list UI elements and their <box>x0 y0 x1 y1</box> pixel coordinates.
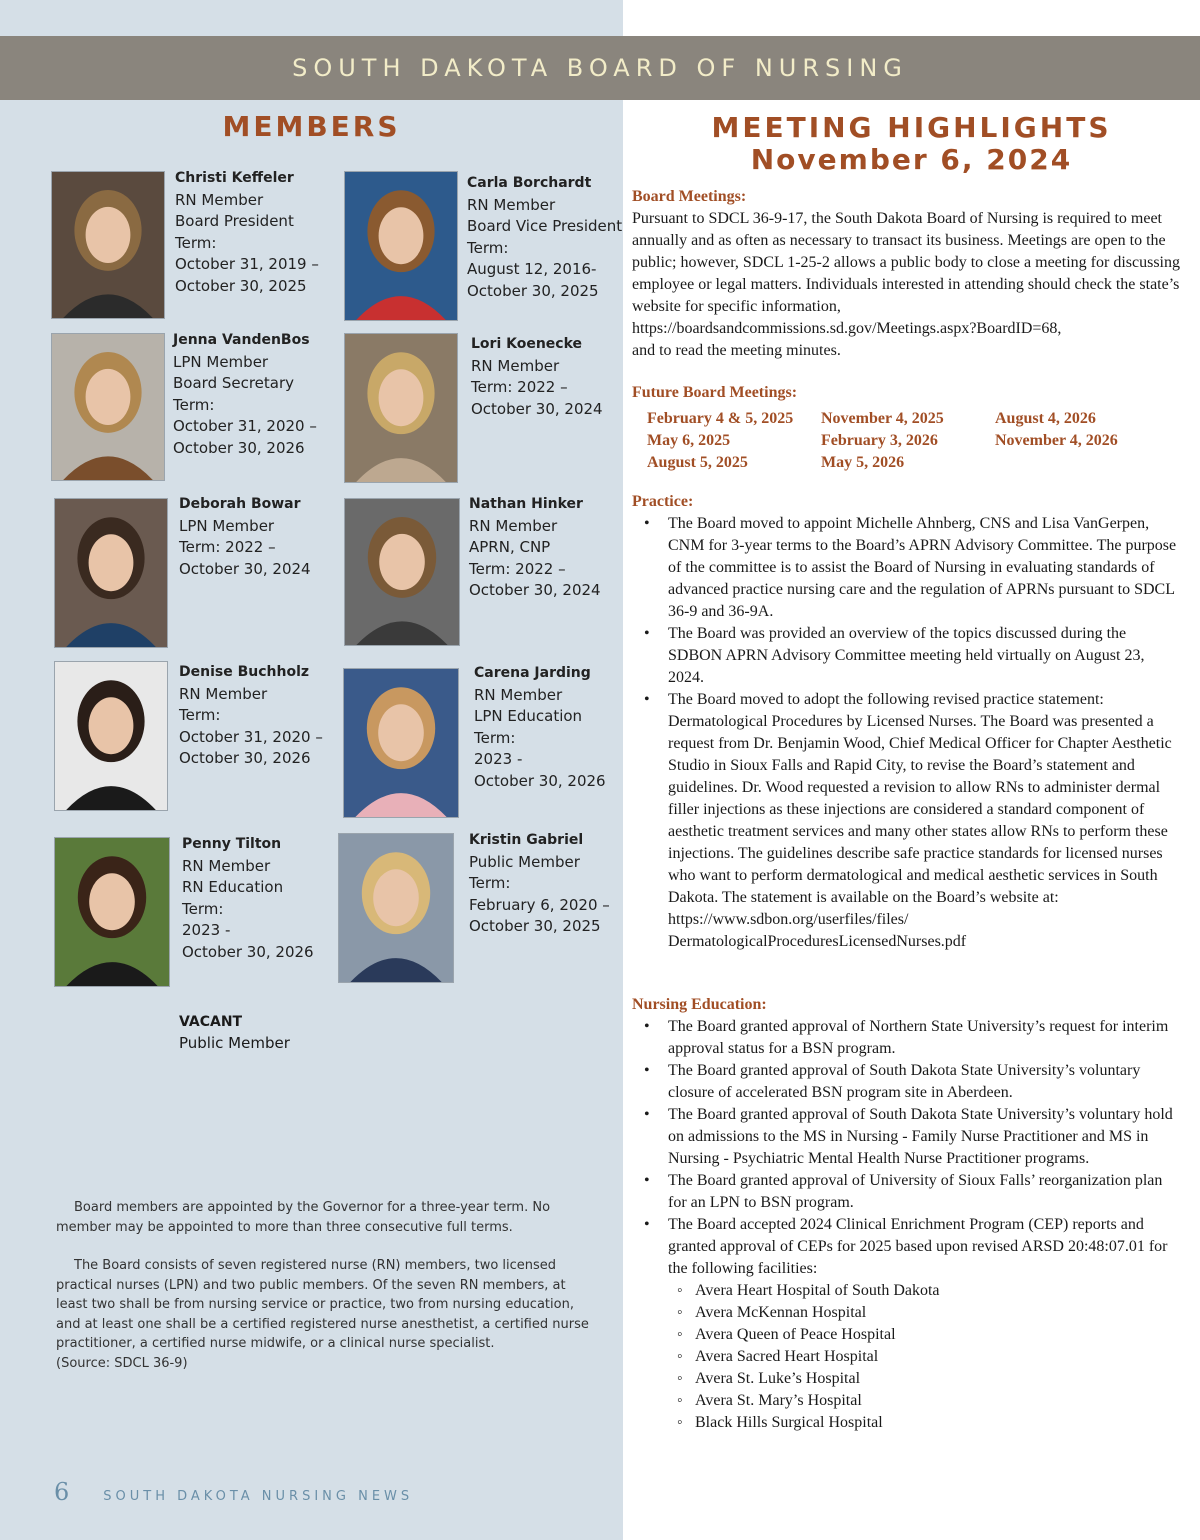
appointment-note <box>56 1198 596 1237</box>
member-detail: October 30, 2024 <box>471 399 603 418</box>
member-detail: August 12, 2016- <box>467 260 597 278</box>
list-item: • The Board granted approval of South Dakota State University’s voluntary hold on admissions to the MS in Nursing - Family Nurse Practitioner and MS in Nursing - Psychiatric Mental Health Nurse Practitioner programs. <box>668 1104 1180 1170</box>
member-detail: October 30, 2024 <box>179 559 311 578</box>
practice-heading: Practice: <box>632 493 694 510</box>
member-photo <box>54 498 168 648</box>
member-name: Christi Keffeler <box>175 170 294 186</box>
member-info <box>173 330 317 459</box>
member-info <box>179 494 311 580</box>
banner-title: SOUTH DAKOTA BOARD OF NURSING <box>292 54 908 82</box>
member-info <box>467 173 622 302</box>
education-list <box>632 1016 1180 1434</box>
member-info <box>474 663 606 792</box>
list-item: • The Board was provided an overview of the topics discussed during the SDBON APRN Advisory Committee meeting held virtually on August 23, 2024. <box>668 623 1180 689</box>
member-info <box>469 494 601 602</box>
list-item-text: The Board accepted 2024 Clinical Enrichment Program (CEP) reports and granted approval of CEPs for 2025 based upon revised ARSD 20:48:07.01 for the following facilities: <box>668 1216 1168 1277</box>
list-item <box>668 1214 1180 1434</box>
member-detail: 2023 - <box>474 750 523 768</box>
board-meetings-section <box>632 186 1180 362</box>
member-detail: October 30, 2025 <box>175 276 307 295</box>
list-item: • The Board moved to appoint Michelle Ahnberg, CNS and Lisa VanGerpen, CNM for 3-year terms to the Board’s APRN Advisory Committee. The purpose of the committee is to assist the Board of Nursing in evaluating standards of advanced practice nursing care and the regulation of APRNs pursuant to SDCL 36-9 and 36-9A. <box>668 513 1180 623</box>
future-meetings-dates <box>632 408 1180 474</box>
member-detail: Term: <box>467 238 509 257</box>
member-detail: Public Member <box>469 852 580 871</box>
member-info <box>179 662 323 770</box>
member-name: Deborah Bowar <box>179 496 301 512</box>
page-number: 6 <box>54 1478 70 1506</box>
meeting-date: August 5, 2025 <box>647 454 748 471</box>
meeting-date: February 3, 2026 <box>821 432 938 449</box>
member-name: Kristin Gabriel <box>469 832 584 848</box>
member-detail: October 30, 2026 <box>179 749 311 767</box>
member-name: Jenna VandenBos <box>173 332 310 348</box>
member-photo <box>54 661 168 811</box>
member-detail: February 6, 2020 – <box>469 895 610 914</box>
practice-list <box>632 513 1180 953</box>
member-detail: Term: <box>469 874 511 892</box>
member-detail: October 31, 2019 – <box>175 255 319 273</box>
facility-item: ◦ Avera Sacred Heart Hospital <box>695 1346 1180 1368</box>
member-detail: RN Member <box>182 856 271 875</box>
member-info <box>471 334 603 420</box>
member-photo <box>344 333 458 483</box>
vacant-member <box>179 1012 290 1054</box>
member-name: Nathan Hinker <box>469 496 583 512</box>
meeting-date: May 6, 2025 <box>647 432 731 449</box>
member-photo <box>51 333 165 481</box>
member-detail: APRN, CNP <box>469 538 551 556</box>
member-name: Carla Borchardt <box>467 175 592 191</box>
practice-section <box>632 491 1180 953</box>
future-meetings-section <box>632 382 1180 474</box>
list-item: • The Board moved to adopt the following revised practice statement: Dermatological Procedures by Licensed Nurses. The Board was presented a request from Dr. Benjamin Wood, Chief Medical Officer for Chapter Aesthetic Studio in Sioux Falls and Rapid City, to revise the Board’s statement and guidelines. Dr. Wood requested a revision to allow RNs to administer dermal filler injections as these injections are considered a standard component of aesthetic treatment services and many other states allow RNs to perform these injections. The guidelines describe safe practice standards for licensed nurses who want to perform dermatological and medical aesthetic services in South Dakota. The statement is available on the Board’s website at: https://www.sdbon.org/userfiles/files/ DermatologicalProceduresLicensedNurses.pdf <box>668 689 1180 953</box>
member-detail: Term: 2022 – <box>471 378 568 396</box>
vacant-label: VACANT <box>179 1014 243 1030</box>
member-detail: Term: 2022 – <box>179 538 276 556</box>
facilities-list <box>668 1280 1180 1434</box>
member-detail: Term: <box>179 706 221 724</box>
composition-note-text: The Board consists of seven registered nurse (RN) members, two licensed practical nurses (LPN) and two public members. Of the seven RN members, at least two shall be from nursing service or practice, two from nursing education, and at least one shall be a certified registered nurse anesthetist, a certified nurse practitioner, a certified nurse midwife, or a clinical nurse specialist. <box>56 1258 589 1351</box>
meeting-date: August 4, 2026 <box>995 410 1096 427</box>
member-detail: October 30, 2026 <box>474 771 606 790</box>
member-detail: RN Member <box>469 516 558 535</box>
member-detail: RN Member <box>474 685 563 704</box>
board-meetings-text-2: and to read the meeting minutes. <box>632 342 841 359</box>
member-detail: October 30, 2026 <box>182 942 314 961</box>
education-heading: Nursing Education: <box>632 996 767 1013</box>
member-name: Denise Buchholz <box>179 664 310 680</box>
members-title: MEMBERS <box>222 110 401 143</box>
member-detail: Board Vice President <box>467 217 623 235</box>
future-meetings-heading: Future Board Meetings: <box>632 384 798 401</box>
facility-item: ◦ Black Hills Surgical Hospital <box>695 1412 1180 1434</box>
composition-note <box>56 1256 596 1373</box>
facility-item: ◦ Avera St. Mary’s Hospital <box>695 1390 1180 1412</box>
highlights-title-block <box>623 112 1200 176</box>
meeting-date: November 4, 2025 <box>821 410 944 427</box>
appointment-note-text: Board members are appointed by the Governor for a three-year term. No member may be appointed to more than three consecutive full terms. <box>56 1200 551 1235</box>
facility-item: ◦ Avera Queen of Peace Hospital <box>695 1324 1180 1346</box>
vacant-role: Public Member <box>179 1034 290 1052</box>
member-detail: Term: <box>175 233 217 252</box>
meeting-date: November 4, 2026 <box>995 432 1118 449</box>
member-photo <box>344 498 460 646</box>
member-detail: October 30, 2024 <box>469 581 601 599</box>
member-name: Lori Koenecke <box>471 336 583 352</box>
member-photo <box>344 171 458 321</box>
member-detail: October 30, 2025 <box>467 281 599 300</box>
member-info <box>175 168 319 297</box>
member-photo <box>51 171 165 319</box>
member-photo <box>343 668 459 818</box>
member-detail: Board Secretary <box>173 374 295 392</box>
member-detail: RN Member <box>175 190 264 209</box>
member-detail: LPN Education <box>474 707 583 725</box>
page-footer <box>54 1478 413 1506</box>
facility-item: ◦ Avera St. Luke’s Hospital <box>695 1368 1180 1390</box>
member-detail: RN Member <box>471 356 560 375</box>
member-name: Penny Tilton <box>182 836 282 852</box>
member-info <box>182 834 314 963</box>
facility-item: ◦ Avera Heart Hospital of South Dakota <box>695 1280 1180 1302</box>
composition-source: (Source: SDCL 36-9) <box>56 1355 188 1371</box>
member-detail: Term: <box>182 899 224 918</box>
member-detail: RN Education <box>182 878 284 896</box>
highlights-date: November 6, 2024 <box>750 143 1073 176</box>
publication-name: SOUTH DAKOTA NURSING NEWS <box>103 1489 414 1504</box>
member-detail: October 31, 2020 – <box>173 417 317 435</box>
member-detail: Term: <box>173 395 215 414</box>
member-detail: Board President <box>175 212 294 230</box>
member-name: Carena Jarding <box>474 665 591 681</box>
member-detail: LPN Member <box>173 352 269 371</box>
meeting-date: May 5, 2026 <box>821 454 905 471</box>
member-photo <box>338 833 454 983</box>
member-detail: LPN Member <box>179 516 275 535</box>
board-meetings-text: Pursuant to SDCL 36-9-17, the South Dakota Board of Nursing is required to meet annually and as often as necessary to transact its business. Meetings are open to the public; however, SDCL 1-25-2 allows a public body to close a meeting for discussing employee or legal matters. Individuals interested in attending should check the state’s website for specific information, https://boardsandcommissions.sd.gov/Meetings.aspx?BoardID=68, <box>632 210 1180 337</box>
list-item: • The Board granted approval of Northern State University’s request for interim approval status for a BSN program. <box>668 1016 1180 1060</box>
member-detail: Term: <box>474 728 516 747</box>
member-detail: Term: 2022 – <box>469 559 566 578</box>
member-detail: October 30, 2026 <box>173 438 305 457</box>
member-photo <box>54 837 170 987</box>
member-detail: October 31, 2020 – <box>179 727 323 746</box>
meeting-date: February 4 & 5, 2025 <box>647 410 794 427</box>
header-banner <box>0 36 1200 100</box>
member-detail: October 30, 2025 <box>469 917 601 935</box>
member-detail: 2023 - <box>182 921 231 939</box>
list-item: • The Board granted approval of University of Sioux Falls’ reorganization plan for an LPN to BSN program. <box>668 1170 1180 1214</box>
member-info <box>469 830 610 938</box>
member-detail: RN Member <box>467 195 556 214</box>
education-section <box>632 994 1180 1434</box>
list-item: • The Board granted approval of South Dakota State University’s voluntary closure of accelerated BSN program site in Aberdeen. <box>668 1060 1180 1104</box>
member-detail: RN Member <box>179 684 268 703</box>
board-meetings-heading: Board Meetings: <box>632 188 747 205</box>
facility-item: ◦ Avera McKennan Hospital <box>695 1302 1180 1324</box>
highlights-title: MEETING HIGHLIGHTS <box>711 111 1112 144</box>
